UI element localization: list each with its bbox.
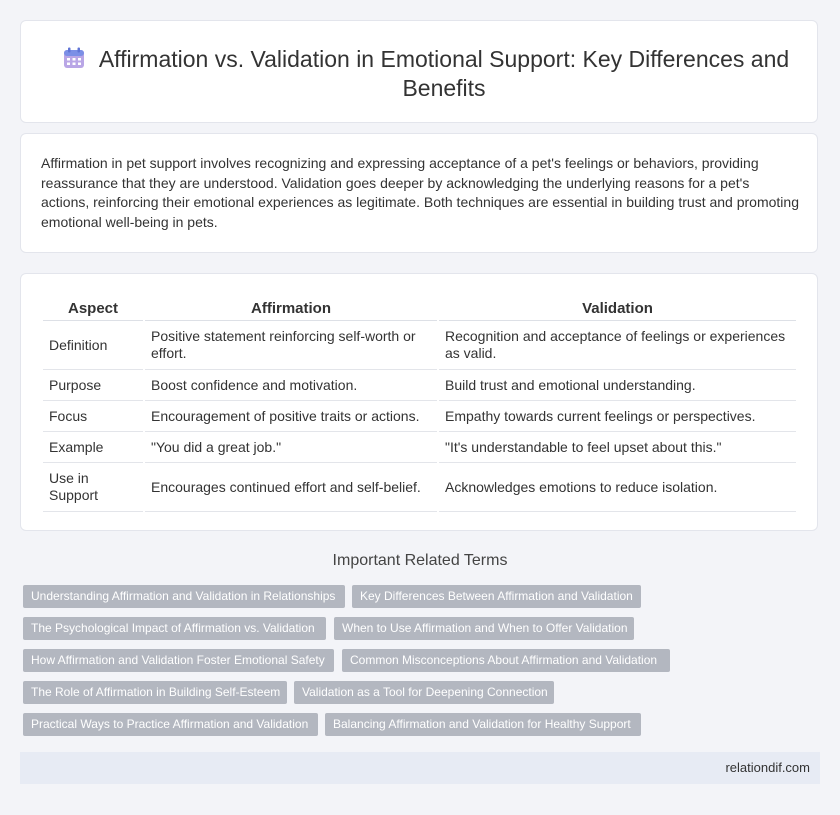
row-affirmation: Encourages continued effort and self-belief.	[145, 463, 437, 512]
row-affirmation: Boost confidence and motivation.	[145, 370, 437, 401]
comparison-card	[20, 273, 818, 531]
row-aspect: Use in Support	[43, 463, 143, 512]
related-terms-title: Important Related Terms	[332, 552, 508, 569]
related-tag[interactable]: Practical Ways to Practice Affirmation and Validation	[23, 713, 318, 736]
related-tag[interactable]: How Affirmation and Validation Foster Emotional Safety	[23, 649, 334, 672]
table-row	[43, 401, 796, 432]
related-tag[interactable]: The Role of Affirmation in Building Self-Esteem	[23, 681, 287, 704]
page-title: Affirmation vs. Validation in Emotional Support: Key Differences and Benefits	[98, 46, 790, 101]
intro-card	[20, 133, 818, 253]
row-validation: "It's understandable to feel upset about this."	[439, 432, 796, 463]
row-validation: Recognition and acceptance of feelings or experiences as valid.	[439, 321, 796, 370]
related-tag[interactable]: Key Differences Between Affirmation and Validation	[352, 585, 641, 608]
row-aspect: Focus	[43, 401, 143, 432]
related-tag[interactable]: Common Misconceptions About Affirmation and Validation	[342, 649, 670, 672]
row-affirmation: "You did a great job."	[145, 432, 437, 463]
row-aspect: Purpose	[43, 370, 143, 401]
row-aspect: Example	[43, 432, 143, 463]
comparison-table	[41, 296, 798, 512]
row-affirmation: Positive statement reinforcing self-worth or effort.	[145, 321, 437, 370]
intro-text: Affirmation in pet support involves recognizing and expressing acceptance of a pet's feelings or behaviors, providing reassurance that they are understood. Validation goes deeper by acknowledging the underlying reasons for a pet's actions, reinforcing their emotional experiences as legitimate. Both techniques are essential in building trust and promoting emotional well-being in pets.	[41, 155, 799, 230]
header-aspect: Aspect	[43, 296, 143, 321]
related-tag[interactable]: Balancing Affirmation and Validation for Healthy Support	[325, 713, 641, 736]
table-row	[43, 321, 796, 370]
row-validation: Build trust and emotional understanding.	[439, 370, 796, 401]
header-affirmation: Affirmation	[145, 296, 437, 321]
footer	[20, 752, 820, 784]
row-validation: Acknowledges emotions to reduce isolation.	[439, 463, 796, 512]
site-name[interactable]: relationdif.com	[725, 760, 810, 775]
table-header-row	[43, 296, 796, 321]
related-tag[interactable]: When to Use Affirmation and When to Offer Validation	[334, 617, 634, 640]
table-row	[43, 463, 796, 512]
header-validation: Validation	[439, 296, 796, 321]
row-validation: Empathy towards current feelings or perspectives.	[439, 401, 796, 432]
table-row	[43, 432, 796, 463]
row-affirmation: Encouragement of positive traits or actions.	[145, 401, 437, 432]
calendar-icon	[63, 47, 85, 69]
related-tag[interactable]: Understanding Affirmation and Validation in Relationships	[23, 585, 345, 608]
related-tag[interactable]: The Psychological Impact of Affirmation vs. Validation	[23, 617, 326, 640]
row-aspect: Definition	[43, 321, 143, 370]
related-tag[interactable]: Validation as a Tool for Deepening Connection	[294, 681, 554, 704]
table-row	[43, 370, 796, 401]
header-card	[20, 20, 818, 123]
